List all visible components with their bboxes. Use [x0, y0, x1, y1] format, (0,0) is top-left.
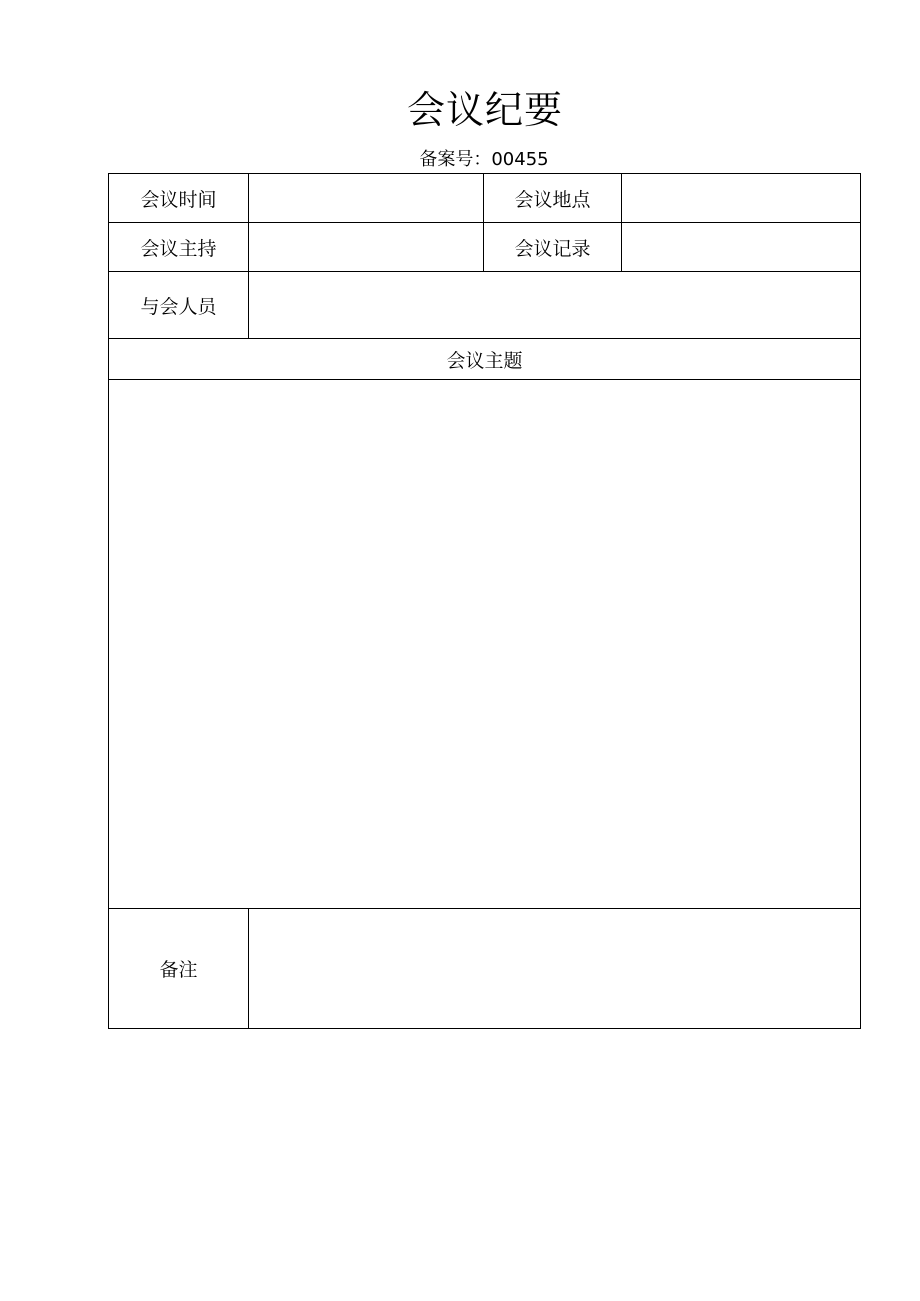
meeting-time-label: 会议时间	[109, 174, 249, 223]
form-row-attendees	[109, 272, 861, 339]
form-row-topic-header	[109, 339, 861, 380]
meeting-recorder-field[interactable]	[622, 223, 861, 272]
form-row-topic-content	[109, 380, 861, 909]
document-title: 会议纪要	[406, 88, 563, 132]
form-row-host-recorder	[109, 223, 861, 272]
form-row-time-location	[109, 174, 861, 223]
topic-header: 会议主题	[109, 339, 861, 380]
meeting-location-field[interactable]	[622, 174, 861, 223]
meeting-host-label: 会议主持	[109, 223, 249, 272]
meeting-host-field[interactable]	[249, 223, 484, 272]
attendees-field[interactable]	[249, 272, 861, 339]
meeting-time-field[interactable]	[249, 174, 484, 223]
attendees-label: 与会人员	[109, 272, 249, 339]
remarks-field[interactable]	[249, 909, 861, 1029]
meeting-location-label: 会议地点	[484, 174, 622, 223]
meeting-recorder-label: 会议记录	[484, 223, 622, 272]
meeting-minutes-form	[108, 173, 861, 1029]
record-number: 备案号：00455	[419, 149, 549, 170]
remarks-label: 备注	[109, 909, 249, 1029]
form-row-remarks	[109, 909, 861, 1029]
topic-content-area[interactable]	[109, 380, 861, 909]
